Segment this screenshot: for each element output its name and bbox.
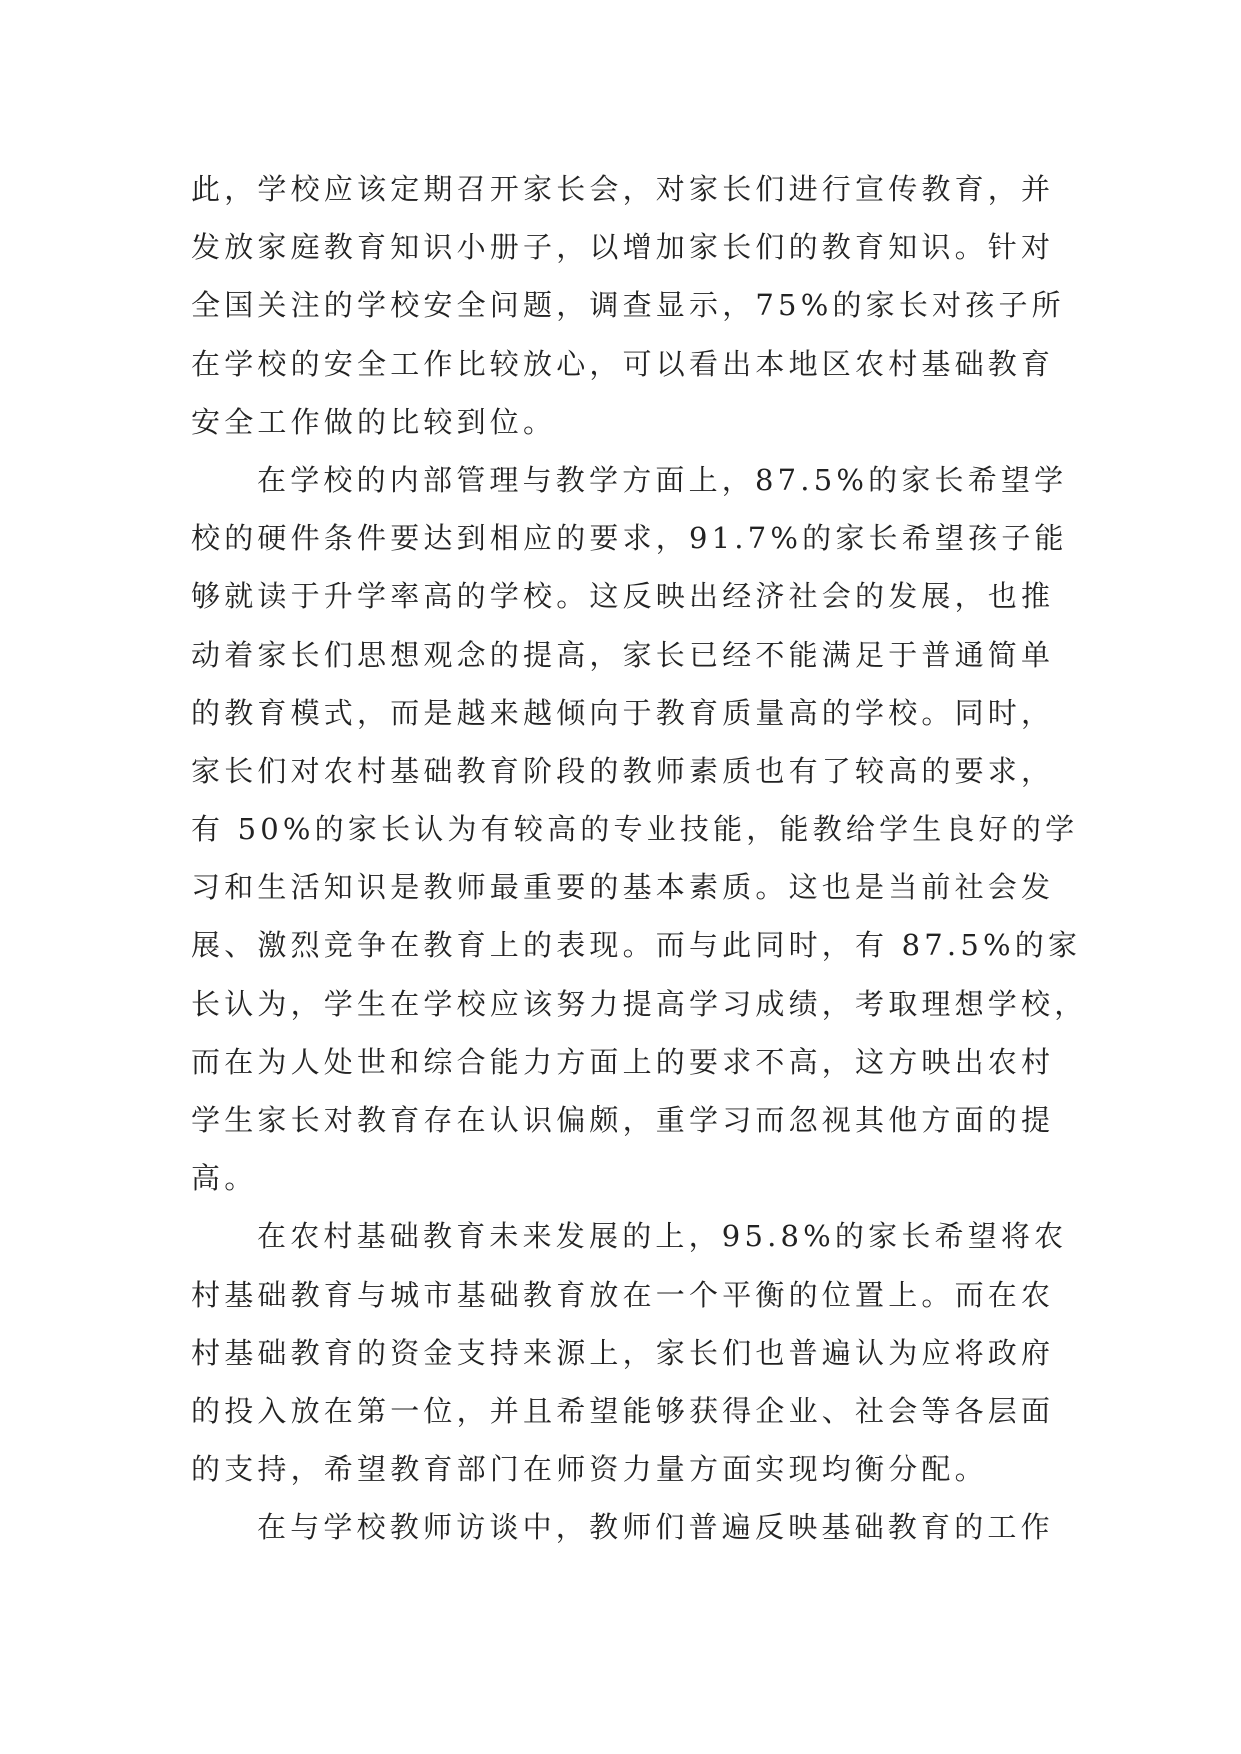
text-line: 长认为，学生在学校应该努力提高学习成绩，考取理想学校，: [191, 986, 1088, 1021]
text-line: 展、激烈竞争在教育上的表现。而与此同时，有 87.5%的家: [191, 928, 1082, 963]
paragraph-start-line: 在农村基础教育未来发展的上，95.8%的家长希望将农: [257, 1219, 1068, 1254]
text-line: 全国关注的学校安全问题，调查显示，75%的家长对孩子所: [191, 288, 1065, 323]
text-line: 村基础教育的资金支持来源上，家长们也普遍认为应将政府: [191, 1335, 1055, 1370]
text-line: 学生家长对教育存在认识偏颇，重学习而忽视其他方面的提: [191, 1103, 1055, 1137]
text-line: 在学校的安全工作比较放心，可以看出本地区农村基础教育: [191, 346, 1055, 381]
paragraph-start-line: 在学校的内部管理与教学方面上，87.5%的家长希望学: [257, 462, 1068, 497]
text-line: 的支持，希望教育部门在师资力量方面实现均衡分配。: [191, 1452, 988, 1487]
text-line: 的投入放在第一位，并且希望能够获得企业、社会等各层面: [191, 1393, 1055, 1428]
text-line: 而在为人处世和综合能力方面上的要求不高，这方映出农村: [191, 1044, 1055, 1079]
document-body: [191, 160, 1088, 1557]
text-line: 习和生活知识是教师最重要的基本素质。这也是当前社会发: [191, 870, 1055, 905]
text-line: 家长们对农村基础教育阶段的教师素质也有了较高的要求，: [191, 753, 1055, 788]
text-line: 高。: [191, 1161, 258, 1196]
text-line: 校的硬件条件要达到相应的要求，91.7%的家长希望孩子能: [191, 521, 1068, 556]
text-line: 够就读于升学率高的学校。这反映出经济社会的发展，也推: [191, 579, 1055, 614]
text-line: 安全工作做的比较到位。: [191, 404, 557, 439]
text-line: 村基础教育与城市基础教育放在一个平衡的位置上。而在农: [191, 1277, 1055, 1312]
paragraph-start-line: 在与学校教师访谈中，教师们普遍反映基础教育的工作: [257, 1510, 1054, 1545]
text-line: 有 50%的家长认为有较高的专业技能，能教给学生良好的学: [191, 812, 1079, 847]
text-line: 此，学校应该定期召开家长会，对家长们进行宣传教育，并: [191, 172, 1055, 206]
text-line: 发放家庭教育知识小册子，以增加家长们的教育知识。针对: [191, 230, 1055, 265]
text-line: 的教育模式，而是越来越倾向于教育质量高的学校。同时，: [191, 695, 1055, 730]
text-line: 动着家长们思想观念的提高，家长已经不能满足于普通简单: [191, 637, 1055, 672]
